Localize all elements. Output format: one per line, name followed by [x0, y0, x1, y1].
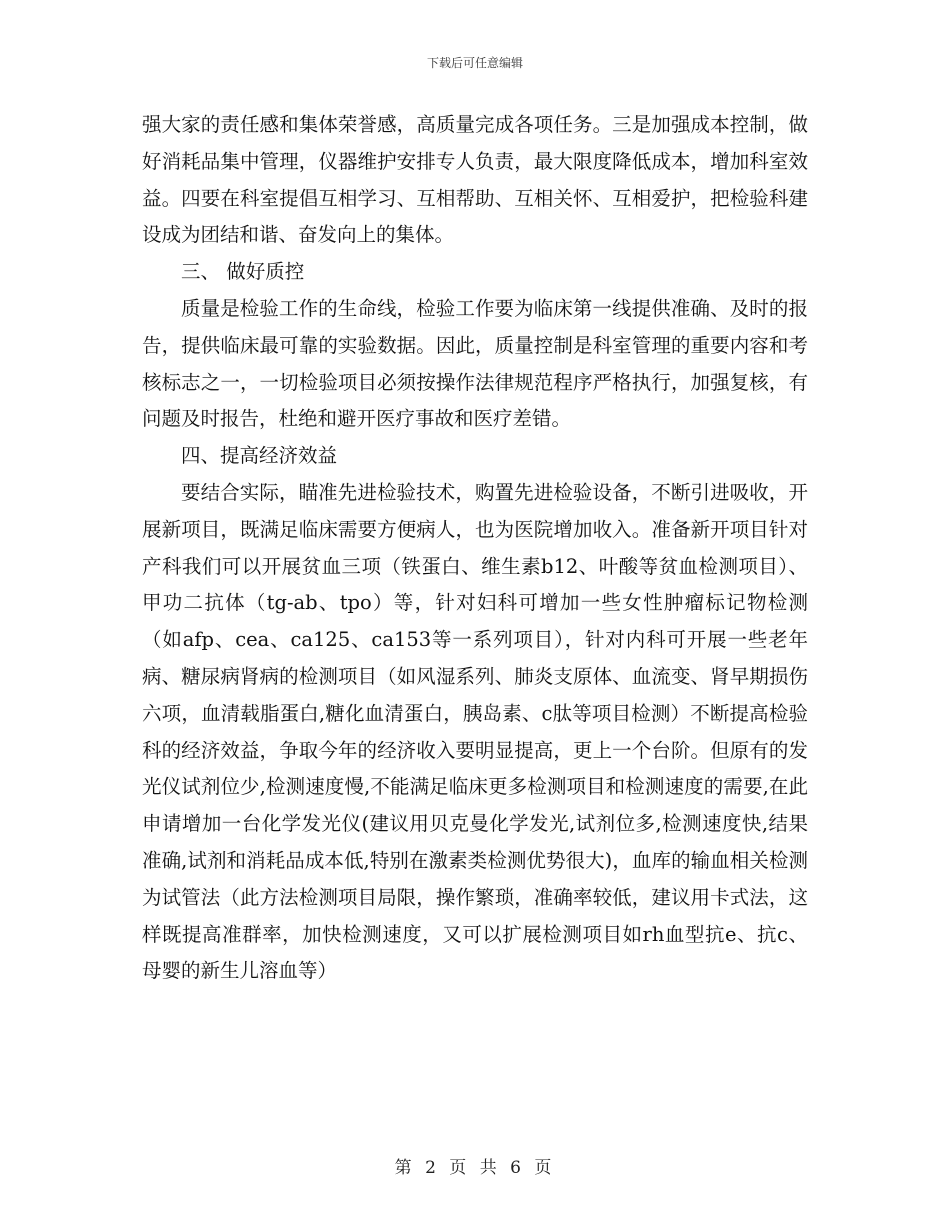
paragraph-economic-benefit: 要结合实际，瞄准先进检验技术，购置先进检验设备，不断引进吸收，开展新项目，既满足临床需要方便病人，也为医院增加收入。准备新开项目针对产科我们可以开展贫血三项（铁蛋白、维生素b12、叶酸等贫血检测项目）、甲功二抗体（tg-ab、tpo）等，针对妇科可增加一些女性肿瘤标记物检测（如afp、cea、ca125、ca153等一系列项目），针对内科可开展一些老年病、糖尿病肾病的检测项目（如风湿系列、肺炎支原体、血流变、肾早期损伤六项，血清载脂蛋白,糖化血清蛋白，胰岛素、c肽等项目检测）不断提高检验科的经济效益，争取今年的经济收入要明显提高，更上一个台阶。但原有的发光仪试剂位少,检测速度慢,不能满足临床更多检测项目和检测速度的需要,在此申请增加一台化学发光仪(建议用贝克曼化学发光,试剂位多,检测速度快,结果准确,试剂和消耗品成本低,特别在激素类检测优势很大)，血库的输血相关检测为试管法（此方法检测项目局限，操作繁琐，准确率较低，建议用卡式法，这样既提高准群率，加快检测速度，又可以扩展检测项目如rh血型抗e、抗c、母婴的新生儿溶血等） [142, 480, 808, 983]
page-number-footer: 第 2 页 共 6 页 [394, 1158, 556, 1178]
section-heading-quality-control: 三、 做好质控 [181, 260, 305, 284]
section-heading-economic-benefit: 四、提高经济效益 [181, 444, 338, 468]
page-header: 下载后可任意编辑 [426, 56, 523, 70]
paragraph-continuation: 强大家的责任感和集体荣誉感，高质量完成各项任务。三是加强成本控制，做好消耗品集中管理，仪器维护安排专人负责，最大限度降低成本，增加科室效益。四要在科室提倡互相学习、互相帮助、互相关怀、互相爱护，把检验科建设成为团结和谐、奋发向上的集体。 [142, 113, 808, 247]
document-body [142, 107, 808, 990]
paragraph-quality-control: 质量是检验工作的生命线，检验工作要为临床第一线提供准确、及时的报告，提供临床最可靠的实验数据。因此，质量控制是科室管理的重要内容和考核标志之一，一切检验项目必须按操作法律规范程序严格执行，加强复核，有问题及时报告，杜绝和避开医疗事故和医疗差错。 [142, 296, 808, 431]
